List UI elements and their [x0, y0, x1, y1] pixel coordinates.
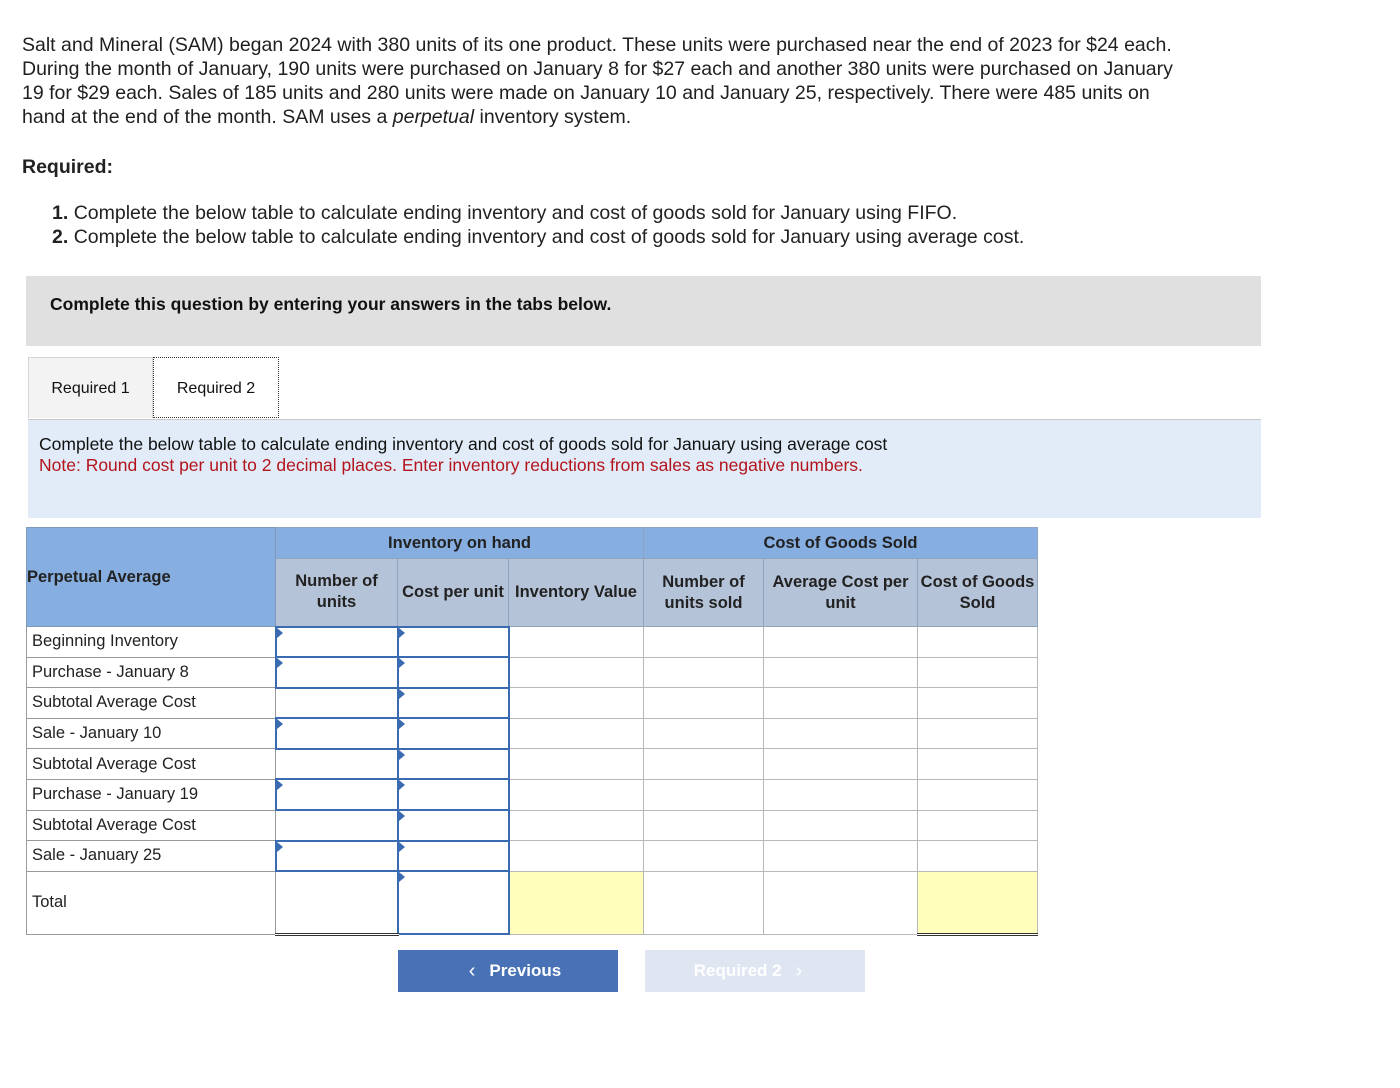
- units-sold-cell: [644, 841, 764, 872]
- instructions-banner: [26, 276, 1261, 346]
- intro-line-1: Salt and Mineral (SAM) began 2024 with 380 units of its one product. These units were purchased near the end of 2023 for $24 each.: [22, 34, 1172, 56]
- total-units-cell: [276, 871, 398, 934]
- units-sold-cell: [644, 749, 764, 780]
- table-corner-label: Perpetual Average: [27, 528, 276, 627]
- cost-per-unit-input[interactable]: [398, 627, 509, 658]
- next-label: Required 2: [693, 961, 782, 980]
- row-label: Beginning Inventory: [27, 627, 276, 658]
- group-header-inventory: Inventory on hand: [276, 528, 644, 559]
- row-label: Sale - January 25: [27, 841, 276, 872]
- inventory-value-cell: [509, 810, 644, 841]
- next-required-2-button[interactable]: [645, 950, 865, 992]
- col-header-cost-per-unit: Cost per unit: [398, 559, 509, 627]
- avg-cost-cell: [764, 810, 918, 841]
- cogs-cell: [918, 841, 1038, 872]
- row-label: Purchase - January 19: [27, 779, 276, 810]
- emphasis-perpetual: perpetual: [392, 106, 475, 128]
- cogs-cell: [918, 779, 1038, 810]
- required-list: [52, 201, 1024, 249]
- table-row: [27, 718, 1038, 749]
- col-header-avg-cost: Average Cost per unit: [764, 559, 918, 627]
- cost-per-unit-input[interactable]: [398, 718, 509, 749]
- row-label: Subtotal Average Cost: [27, 749, 276, 780]
- total-cost-per-unit-input[interactable]: [398, 871, 509, 934]
- inventory-value-cell: [509, 841, 644, 872]
- cost-per-unit-input[interactable]: [398, 657, 509, 688]
- inventory-value-cell: [509, 779, 644, 810]
- required-item-2: 2. Complete the below table to calculate ending inventory and cost of goods sold for January using average cost.: [52, 226, 1025, 248]
- perpetual-average-table: [26, 527, 1038, 936]
- ending-inventory-value-cell: [509, 871, 644, 934]
- units-sold-cell: [644, 779, 764, 810]
- inventory-value-cell: [509, 749, 644, 780]
- intro-line-3: 19 for $29 each. Sales of 185 units and 280 units were made on January 10 and January 25, respectively. There were 485 units on: [22, 82, 1150, 104]
- table-row: [27, 749, 1038, 780]
- table-row: [27, 779, 1038, 810]
- units-sold-cell: [644, 627, 764, 658]
- row-label: Subtotal Average Cost: [27, 810, 276, 841]
- units-input[interactable]: [276, 657, 398, 688]
- row-label: Sale - January 10: [27, 718, 276, 749]
- col-header-inventory-value: Inventory Value: [509, 559, 644, 627]
- avg-cost-cell: [764, 841, 918, 872]
- inventory-value-cell: [509, 688, 644, 719]
- cogs-cell: [918, 749, 1038, 780]
- required-item-1: 1. Complete the below table to calculate ending inventory and cost of goods sold for January using FIFO.: [52, 202, 958, 224]
- units-cell: [276, 749, 398, 780]
- tab-required-1[interactable]: Required 1: [28, 357, 153, 418]
- group-header-cogs: Cost of Goods Sold: [644, 528, 1038, 559]
- col-header-units: Number of units: [276, 559, 398, 627]
- tab-required-2[interactable]: Required 2: [153, 357, 279, 418]
- col-header-units-sold: Number of units sold: [644, 559, 764, 627]
- units-cell: [276, 688, 398, 719]
- banner-text: Complete this question by entering your answers in the tabs below.: [50, 294, 612, 314]
- units-input[interactable]: [276, 841, 398, 872]
- units-input[interactable]: [276, 627, 398, 658]
- avg-cost-cell: [764, 688, 918, 719]
- units-sold-cell: [644, 688, 764, 719]
- total-units-sold-cell: [644, 871, 764, 934]
- cost-per-unit-input[interactable]: [398, 688, 509, 719]
- total-label: Total: [27, 871, 276, 934]
- table-row: [27, 810, 1038, 841]
- previous-button[interactable]: [398, 950, 618, 992]
- previous-label: Previous: [489, 961, 562, 980]
- units-input[interactable]: [276, 779, 398, 810]
- required-heading: Required:: [22, 156, 114, 178]
- intro-line-4: hand at the end of the month. SAM uses a perpetual inventory system.: [22, 106, 632, 128]
- avg-cost-cell: [764, 749, 918, 780]
- instruction-text: Complete the below table to calculate ending inventory and cost of goods sold for January using average cost: [39, 434, 888, 454]
- total-row: [27, 871, 1038, 934]
- row-label: Purchase - January 8: [27, 657, 276, 688]
- inventory-value-cell: [509, 627, 644, 658]
- row-label: Subtotal Average Cost: [27, 688, 276, 719]
- avg-cost-cell: [764, 627, 918, 658]
- units-input[interactable]: [276, 718, 398, 749]
- cost-per-unit-input[interactable]: [398, 810, 509, 841]
- avg-cost-cell: [764, 657, 918, 688]
- cost-per-unit-input[interactable]: [398, 779, 509, 810]
- units-sold-cell: [644, 718, 764, 749]
- problem-statement: [22, 33, 1282, 129]
- avg-cost-cell: [764, 718, 918, 749]
- table-row: [27, 841, 1038, 872]
- inventory-value-cell: [509, 718, 644, 749]
- table-row: [27, 688, 1038, 719]
- table-row: [27, 627, 1038, 658]
- instruction-note: Note: Round cost per unit to 2 decimal places. Enter inventory reductions from sales as negative numbers.: [39, 455, 863, 475]
- units-sold-cell: [644, 810, 764, 841]
- cogs-cell: [918, 688, 1038, 719]
- cost-per-unit-input[interactable]: [398, 841, 509, 872]
- cogs-cell: [918, 810, 1038, 841]
- table-row: [27, 657, 1038, 688]
- intro-line-2: During the month of January, 190 units were purchased on January 8 for $27 each and another 380 units were purchased on January: [22, 58, 1173, 80]
- units-cell: [276, 810, 398, 841]
- cogs-cell: [918, 718, 1038, 749]
- chevron-right-icon: ›: [795, 959, 803, 982]
- col-header-cogs: Cost of Goods Sold: [918, 559, 1038, 627]
- cost-per-unit-input[interactable]: [398, 749, 509, 780]
- units-sold-cell: [644, 657, 764, 688]
- total-avg-cost-cell: [764, 871, 918, 934]
- cogs-cell: [918, 657, 1038, 688]
- total-cogs-cell: [918, 871, 1038, 934]
- inventory-value-cell: [509, 657, 644, 688]
- cogs-cell: [918, 627, 1038, 658]
- tab-instructions: [28, 420, 1261, 518]
- chevron-left-icon: ‹: [468, 959, 476, 982]
- avg-cost-cell: [764, 779, 918, 810]
